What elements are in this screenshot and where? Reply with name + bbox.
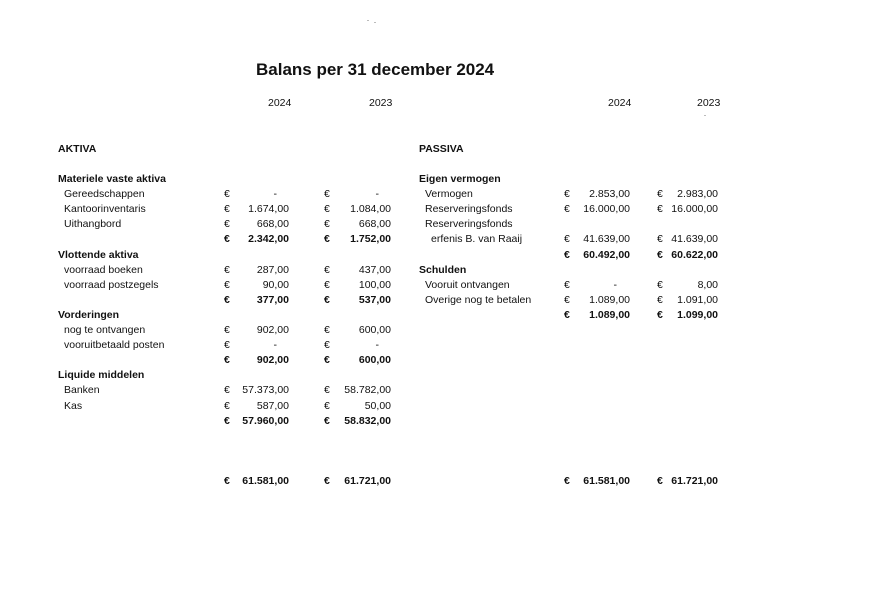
- currency-symbol: €: [564, 188, 570, 201]
- value-prior-year: 100,00: [358, 278, 391, 291]
- line-item-label: erfenis B. van Raaij: [431, 233, 523, 246]
- currency-symbol: €: [564, 248, 570, 261]
- line-item-label: Reserveringsfonds: [425, 203, 513, 216]
- grand-total-prior-year: 61.721,00: [671, 475, 718, 487]
- line-item-label: Banken: [64, 384, 100, 397]
- currency-symbol: €: [324, 475, 330, 487]
- currency-symbol: €: [224, 188, 230, 201]
- currency-symbol: €: [224, 414, 230, 427]
- line-item-label: nog te ontvangen: [64, 324, 146, 336]
- scan-speck: [704, 115, 706, 116]
- subtotal-current-year: 2.342,00: [248, 233, 289, 246]
- value-current-year: -: [273, 339, 277, 352]
- currency-symbol: €: [224, 218, 230, 231]
- currency-symbol: €: [657, 293, 663, 306]
- currency-symbol: €: [224, 384, 230, 397]
- currency-symbol: €: [564, 293, 570, 306]
- currency-symbol: €: [657, 203, 663, 216]
- subtotal-current-year: 377,00: [256, 293, 289, 306]
- value-current-year: 2.853,00: [589, 188, 630, 201]
- subtotal-prior-year: 600,00: [358, 354, 391, 367]
- value-current-year: 90,00: [262, 278, 289, 291]
- currency-symbol: €: [564, 233, 570, 246]
- currency-symbol: €: [657, 308, 663, 321]
- subtotal-current-year: 1.089,00: [589, 308, 630, 321]
- line-item-label: Gereedschappen: [64, 188, 145, 201]
- currency-symbol: €: [324, 293, 330, 306]
- subtotal-prior-year: 1.099,00: [677, 308, 718, 321]
- passiva-year-current-header: 2024: [608, 97, 632, 109]
- value-prior-year: 668,00: [358, 218, 391, 231]
- currency-symbol: €: [324, 399, 330, 412]
- currency-symbol: €: [224, 233, 230, 246]
- currency-symbol: €: [324, 414, 330, 427]
- line-item-label: Kantoorinventaris: [64, 203, 146, 216]
- currency-symbol: €: [564, 278, 570, 291]
- page-title: Balans per 31 december 2024: [256, 60, 495, 79]
- scan-speck: [374, 22, 376, 23]
- currency-symbol: €: [324, 263, 330, 276]
- subtotal-prior-year: 60.622,00: [671, 248, 718, 261]
- subtotal-current-year: 60.492,00: [583, 248, 630, 261]
- section-heading: Vlottende aktiva: [58, 248, 139, 261]
- section-heading: Materiele vaste aktiva: [58, 173, 166, 185]
- currency-symbol: €: [324, 339, 330, 352]
- currency-symbol: €: [564, 308, 570, 321]
- value-current-year: 902,00: [256, 324, 289, 336]
- section-heading: Vorderingen: [58, 308, 120, 321]
- currency-symbol: €: [324, 218, 330, 231]
- scan-speck: [367, 20, 369, 21]
- currency-symbol: €: [224, 263, 230, 276]
- value-current-year: -: [613, 278, 617, 291]
- value-prior-year: 41.639,00: [671, 233, 718, 246]
- value-prior-year: 50,00: [364, 399, 391, 412]
- subtotal-prior-year: 537,00: [358, 293, 391, 306]
- line-item-label: Uithangbord: [64, 218, 122, 231]
- currency-symbol: €: [657, 188, 663, 201]
- section-heading: Liquide middelen: [58, 369, 145, 382]
- value-prior-year: 437,00: [358, 263, 391, 276]
- line-item-label: voorraad postzegels: [64, 278, 159, 291]
- subtotal-current-year: 902,00: [256, 354, 289, 367]
- value-current-year: 57.373,00: [242, 384, 289, 397]
- value-current-year: 587,00: [256, 399, 289, 412]
- value-current-year: 16.000,00: [583, 203, 630, 216]
- currency-symbol: €: [224, 399, 230, 412]
- section-heading: Eigen vermogen: [419, 173, 501, 185]
- currency-symbol: €: [324, 324, 330, 336]
- currency-symbol: €: [224, 203, 230, 216]
- value-prior-year: 58.782,00: [344, 384, 391, 397]
- value-prior-year: 8,00: [697, 278, 718, 291]
- currency-symbol: €: [224, 354, 230, 367]
- grand-total-current-year: 61.581,00: [583, 475, 630, 487]
- value-prior-year: -: [375, 339, 379, 352]
- value-current-year: 1.089,00: [589, 293, 630, 306]
- line-item-label: Vooruit ontvangen: [425, 278, 510, 291]
- value-prior-year: 2.983,00: [677, 188, 718, 201]
- aktiva-year-current-header: 2024: [268, 97, 292, 109]
- currency-symbol: €: [224, 475, 230, 487]
- currency-symbol: €: [224, 278, 230, 291]
- currency-symbol: €: [324, 188, 330, 201]
- value-prior-year: 1.091,00: [677, 293, 718, 306]
- subtotal-prior-year: 58.832,00: [344, 414, 391, 427]
- currency-symbol: €: [564, 203, 570, 216]
- value-current-year: 668,00: [256, 218, 289, 231]
- value-current-year: -: [273, 188, 277, 201]
- currency-symbol: €: [324, 384, 330, 397]
- currency-symbol: €: [224, 324, 230, 336]
- value-current-year: 287,00: [256, 263, 289, 276]
- aktiva-year-prior-header: 2023: [369, 97, 393, 109]
- line-item-label: Overige nog te betalen: [425, 293, 532, 306]
- currency-symbol: €: [564, 475, 570, 487]
- currency-symbol: €: [657, 475, 663, 487]
- currency-symbol: €: [657, 233, 663, 246]
- line-item-label: Vermogen: [425, 188, 473, 201]
- line-item-label: vooruitbetaald posten: [64, 339, 165, 352]
- value-current-year: 41.639,00: [583, 233, 630, 246]
- subtotal-current-year: 57.960,00: [242, 414, 289, 427]
- grand-total-current-year: 61.581,00: [242, 475, 289, 487]
- value-prior-year: -: [375, 188, 379, 201]
- passiva-heading: PASSIVA: [419, 143, 464, 155]
- value-prior-year: 1.084,00: [350, 203, 391, 216]
- grand-total-prior-year: 61.721,00: [344, 475, 391, 487]
- subtotal-prior-year: 1.752,00: [350, 233, 391, 246]
- currency-symbol: €: [224, 339, 230, 352]
- line-item-label: voorraad boeken: [64, 263, 143, 276]
- value-current-year: 1.674,00: [248, 203, 289, 216]
- currency-symbol: €: [657, 248, 663, 261]
- passiva-year-prior-header: 2023: [697, 97, 721, 109]
- currency-symbol: €: [324, 354, 330, 367]
- section-heading: Schulden: [419, 263, 467, 276]
- currency-symbol: €: [657, 278, 663, 291]
- line-item-label: Reserveringsfonds: [425, 218, 513, 231]
- aktiva-heading: AKTIVA: [58, 143, 97, 155]
- currency-symbol: €: [324, 278, 330, 291]
- currency-symbol: €: [324, 203, 330, 216]
- line-item-label: Kas: [64, 399, 83, 412]
- value-prior-year: 16.000,00: [671, 203, 718, 216]
- value-prior-year: 600,00: [358, 324, 391, 336]
- currency-symbol: €: [224, 293, 230, 306]
- currency-symbol: €: [324, 233, 330, 246]
